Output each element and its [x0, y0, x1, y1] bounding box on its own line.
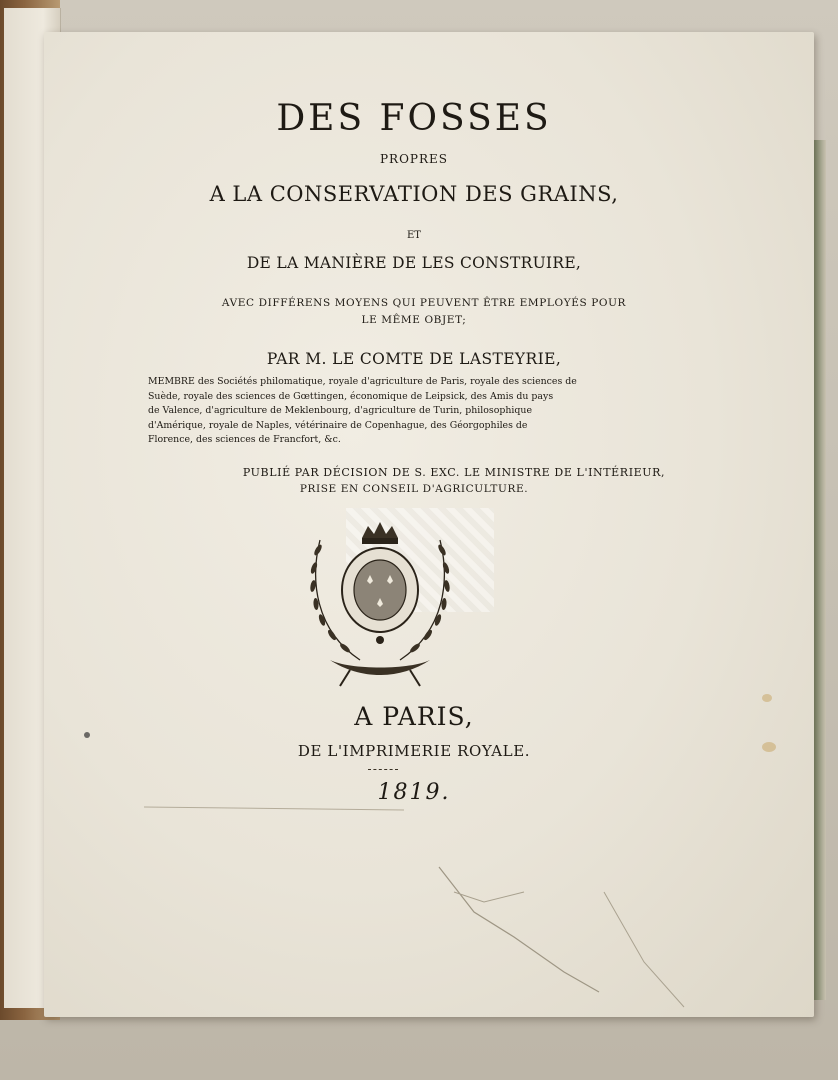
royal-coat-of-arms-emblem	[290, 520, 470, 690]
membership-line: Florence, des sciences de Francfort, &c.	[148, 434, 341, 445]
decorative-rule	[368, 769, 398, 770]
membership-line: MEMBRE des Sociétés philomatique, royale d'agriculture de Paris, royale des sciences de	[148, 376, 577, 387]
imprint-printer: DE L'IMPRIMERIE ROYALE.	[297, 742, 531, 760]
subtitle-meme: LE MÊME OBJET;	[361, 314, 467, 326]
imprint-year: 1819.	[377, 780, 451, 805]
publication-note: PUBLIÉ PAR DÉCISION DE S. EXC. LE MINISTRE DE L'INTÉRIEUR,	[242, 466, 666, 479]
membership-line: de Valence, d'agriculture de Meklenbourg, d'agriculture de Turin, philosophique	[148, 405, 532, 416]
subtitle-conservation: A LA CONSERVATION DES GRAINS,	[209, 182, 619, 206]
author-line: PAR M. LE COMTE DE LASTEYRIE,	[266, 350, 562, 368]
subtitle-maniere: DE LA MANIÈRE DE LES CONSTRUIRE,	[246, 254, 582, 272]
imprint-city: A PARIS,	[354, 702, 474, 731]
main-title: DES FOSSES	[276, 98, 552, 139]
membership-line: Suède, royale des sciences de Gœttingen, économique de Leipsick, des Amis du pays	[148, 390, 554, 402]
publication-note-2: PRISE EN CONSEIL D'AGRICULTURE.	[299, 483, 529, 495]
membership-line: d'Amérique, royale de Naples, vétérinaire de Copenhague, des Géorgophiles de	[148, 419, 528, 431]
subtitle-propres: PROPRES	[379, 152, 449, 166]
subtitle-et: ET	[407, 230, 421, 241]
subtitle-avec: AVEC DIFFÉRENS MOYENS QUI PEUVENT ÊTRE EMPLOYÉS POUR	[221, 297, 627, 309]
membership-text	[148, 375, 602, 448]
title-page-text	[44, 32, 814, 1017]
